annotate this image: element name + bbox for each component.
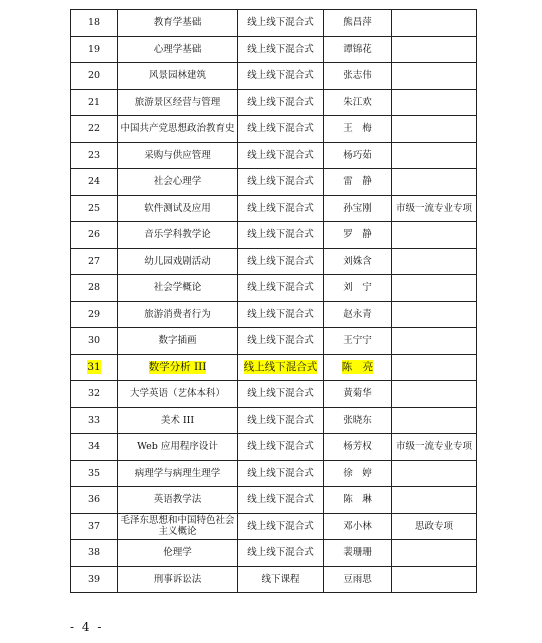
course-name: 毛泽东思想和中国特色社会主义概论 <box>120 515 235 538</box>
project-note-cell <box>392 222 477 249</box>
course-name: 社会心理学 <box>153 176 202 188</box>
row-number: 34 <box>87 441 101 453</box>
teacher-name: 雷 静 <box>343 176 372 188</box>
project-note-cell <box>392 381 477 408</box>
teacher-name-cell <box>324 248 392 275</box>
teaching-mode-cell <box>238 89 324 116</box>
course-name: 中国共产党思想政治教育史 <box>120 123 235 135</box>
teacher-name: 朱江欢 <box>343 96 372 108</box>
row-number-cell <box>71 275 118 302</box>
teacher-name-cell <box>324 354 392 381</box>
project-note-cell <box>392 36 477 63</box>
row-number: 33 <box>87 414 101 426</box>
course-name: 采购与供应管理 <box>144 149 211 161</box>
row-number: 37 <box>87 520 101 532</box>
course-name: 教育学基础 <box>153 17 202 29</box>
table-row <box>71 169 477 196</box>
course-name-cell <box>118 222 238 249</box>
teacher-name: 王宁宁 <box>343 335 372 347</box>
course-name-cell <box>118 328 238 355</box>
course-name: 病理学与病理生理学 <box>134 467 221 479</box>
teaching-mode: 线上线下混合式 <box>247 388 314 400</box>
table-row <box>71 381 477 408</box>
table-row <box>71 434 477 461</box>
teacher-name: 孙宝刚 <box>343 202 372 214</box>
course-name-cell <box>118 301 238 328</box>
course-name-cell <box>118 142 238 169</box>
project-note-cell <box>392 248 477 275</box>
teaching-mode-cell <box>238 275 324 302</box>
row-number-cell <box>71 36 118 63</box>
table-row <box>71 63 477 90</box>
table-row <box>71 301 477 328</box>
teacher-name: 裴珊珊 <box>343 547 372 559</box>
row-number-cell <box>71 434 118 461</box>
teaching-mode: 线上线下混合式 <box>247 520 314 532</box>
project-note-cell <box>392 354 477 381</box>
teacher-name-cell <box>324 222 392 249</box>
teacher-name: 张志伟 <box>343 70 372 82</box>
course-name-cell <box>118 540 238 567</box>
table-row <box>71 116 477 143</box>
row-number: 25 <box>87 202 101 214</box>
project-note-cell <box>392 460 477 487</box>
teaching-mode-cell <box>238 407 324 434</box>
teaching-mode: 线上线下混合式 <box>247 176 314 188</box>
row-number: 24 <box>87 176 101 188</box>
row-number: 20 <box>87 70 101 82</box>
row-number: 22 <box>87 123 101 135</box>
project-note: 市级一流专业专项 <box>395 441 472 453</box>
row-number-cell <box>71 10 118 37</box>
table-row <box>71 460 477 487</box>
project-note-cell <box>392 116 477 143</box>
teaching-mode: 线上线下混合式 <box>247 494 314 506</box>
course-name: 社会学概论 <box>153 282 202 294</box>
row-number-cell <box>71 540 118 567</box>
teacher-name: 杨巧茹 <box>343 149 372 161</box>
course-name-cell <box>118 89 238 116</box>
teacher-name-cell <box>324 169 392 196</box>
teaching-mode-cell <box>238 381 324 408</box>
course-name: 风景园林建筑 <box>148 70 206 82</box>
course-name: Web 应用程序设计 <box>137 441 218 453</box>
project-note-cell <box>392 142 477 169</box>
row-number: 28 <box>87 282 101 294</box>
teacher-name-cell <box>324 460 392 487</box>
teacher-name-cell <box>324 89 392 116</box>
teaching-mode: 线上线下混合式 <box>247 547 314 559</box>
row-number-cell <box>71 460 118 487</box>
table-row <box>71 248 477 275</box>
course-name: 旅游景区经营与管理 <box>134 96 221 108</box>
teacher-name: 杨芳权 <box>343 441 372 453</box>
course-name-cell <box>118 275 238 302</box>
table-row <box>71 275 477 302</box>
table-row <box>71 142 477 169</box>
table-row <box>71 195 477 222</box>
course-name-cell <box>118 487 238 514</box>
teacher-name-cell <box>324 275 392 302</box>
teacher-name: 刘姝含 <box>343 255 372 267</box>
page-number: - 4 - <box>70 620 104 634</box>
project-note-cell <box>392 407 477 434</box>
teacher-name-cell <box>324 301 392 328</box>
teaching-mode-cell <box>238 540 324 567</box>
teaching-mode-cell <box>238 169 324 196</box>
row-number-cell <box>71 248 118 275</box>
row-number: 19 <box>87 43 101 55</box>
project-note: 市级一流专业专项 <box>395 202 472 214</box>
project-note-cell <box>392 10 477 37</box>
table-row <box>71 36 477 63</box>
teacher-name-cell <box>324 540 392 567</box>
teaching-mode: 线上线下混合式 <box>247 441 314 453</box>
teacher-name: 刘 宁 <box>343 282 372 294</box>
course-name: 大学英语（艺体本科） <box>129 388 225 400</box>
course-name: 刑事诉讼法 <box>153 573 202 585</box>
course-name-cell <box>118 36 238 63</box>
course-name: 心理学基础 <box>153 43 202 55</box>
course-name-cell <box>118 460 238 487</box>
course-name-cell <box>118 407 238 434</box>
teaching-mode-cell <box>238 142 324 169</box>
row-number-cell <box>71 328 118 355</box>
project-note-cell <box>392 89 477 116</box>
course-name-cell <box>118 434 238 461</box>
teacher-name-cell <box>324 10 392 37</box>
row-number-cell <box>71 142 118 169</box>
teaching-mode-cell <box>238 36 324 63</box>
teaching-mode: 线上线下混合式 <box>243 360 318 373</box>
teacher-name: 熊昌萍 <box>343 17 372 29</box>
row-number: 26 <box>87 229 101 241</box>
teacher-name-cell <box>324 328 392 355</box>
teaching-mode: 线上线下混合式 <box>247 123 314 135</box>
teaching-mode-cell <box>238 195 324 222</box>
teaching-mode-cell <box>238 487 324 514</box>
teaching-mode-cell <box>238 63 324 90</box>
teacher-name: 赵永青 <box>343 308 372 320</box>
table-row <box>71 89 477 116</box>
teacher-name: 豆雨思 <box>343 573 372 585</box>
row-number-cell <box>71 89 118 116</box>
table-row <box>71 10 477 37</box>
course-name-cell <box>118 248 238 275</box>
course-name-cell <box>118 10 238 37</box>
row-number-cell <box>71 566 118 593</box>
row-number: 31 <box>87 360 101 373</box>
table-row <box>71 487 477 514</box>
teacher-name: 王 梅 <box>343 123 372 135</box>
row-number-cell <box>71 63 118 90</box>
row-number-cell <box>71 222 118 249</box>
row-number-cell <box>71 354 118 381</box>
table-row <box>71 328 477 355</box>
teaching-mode: 线上线下混合式 <box>247 255 314 267</box>
table-row <box>71 407 477 434</box>
row-number-cell <box>71 116 118 143</box>
project-note-cell <box>392 434 477 461</box>
course-name-cell <box>118 116 238 143</box>
teacher-name-cell <box>324 513 392 540</box>
project-note-cell <box>392 63 477 90</box>
teacher-name: 邓小林 <box>343 520 372 532</box>
project-note-cell <box>392 487 477 514</box>
teaching-mode-cell <box>238 328 324 355</box>
row-number: 30 <box>87 335 101 347</box>
teacher-name: 陈 亮 <box>341 360 374 373</box>
course-name: 英语教学法 <box>153 494 202 506</box>
teacher-name-cell <box>324 142 392 169</box>
table-row <box>71 513 477 540</box>
teaching-mode-cell <box>238 354 324 381</box>
course-name: 旅游消费者行为 <box>144 308 211 320</box>
teaching-mode: 线上线下混合式 <box>247 282 314 294</box>
teaching-mode: 线上线下混合式 <box>247 467 314 479</box>
course-table-body <box>71 10 477 593</box>
teacher-name-cell <box>324 36 392 63</box>
teacher-name-cell <box>324 195 392 222</box>
teaching-mode: 线上线下混合式 <box>247 414 314 426</box>
teacher-name-cell <box>324 407 392 434</box>
course-name-cell <box>118 566 238 593</box>
teaching-mode-cell <box>238 566 324 593</box>
course-name: 数字插画 <box>158 335 197 347</box>
teaching-mode-cell <box>238 116 324 143</box>
project-note: 思政专项 <box>414 520 453 532</box>
course-name-cell <box>118 381 238 408</box>
row-number: 38 <box>87 547 101 559</box>
teacher-name-cell <box>324 381 392 408</box>
project-note-cell <box>392 540 477 567</box>
teacher-name: 徐 婷 <box>343 467 372 479</box>
project-note-cell <box>392 328 477 355</box>
project-note-cell <box>392 566 477 593</box>
row-number-cell <box>71 169 118 196</box>
teaching-mode: 线上线下混合式 <box>247 202 314 214</box>
teaching-mode: 线下课程 <box>261 573 300 585</box>
teaching-mode-cell <box>238 513 324 540</box>
project-note-cell <box>392 275 477 302</box>
course-name: 伦理学 <box>163 547 192 559</box>
row-number-cell <box>71 301 118 328</box>
teaching-mode: 线上线下混合式 <box>247 335 314 347</box>
row-number-cell <box>71 381 118 408</box>
teaching-mode: 线上线下混合式 <box>247 96 314 108</box>
row-number-cell <box>71 407 118 434</box>
course-name-cell <box>118 513 238 540</box>
course-name-cell <box>118 169 238 196</box>
teaching-mode-cell <box>238 222 324 249</box>
row-number: 29 <box>87 308 101 320</box>
course-name-cell <box>118 354 238 381</box>
table-row <box>71 540 477 567</box>
row-number: 27 <box>87 255 101 267</box>
teacher-name-cell <box>324 434 392 461</box>
course-table <box>70 9 477 593</box>
project-note-cell <box>392 169 477 196</box>
row-number: 36 <box>87 494 101 506</box>
teaching-mode-cell <box>238 248 324 275</box>
row-number-cell <box>71 487 118 514</box>
teaching-mode-cell <box>238 434 324 461</box>
table-row <box>71 354 477 381</box>
project-note-cell <box>392 513 477 540</box>
course-name: 美术 III <box>160 414 195 426</box>
teacher-name-cell <box>324 63 392 90</box>
teaching-mode-cell <box>238 10 324 37</box>
row-number: 18 <box>87 17 101 29</box>
teacher-name: 陈 琳 <box>343 494 372 506</box>
teacher-name-cell <box>324 566 392 593</box>
teaching-mode-cell <box>238 301 324 328</box>
teaching-mode: 线上线下混合式 <box>247 17 314 29</box>
teacher-name: 谭锦花 <box>343 43 372 55</box>
course-name: 音乐学科教学论 <box>144 229 211 241</box>
row-number: 32 <box>87 388 101 400</box>
teacher-name: 罗 静 <box>343 229 372 241</box>
row-number: 21 <box>87 96 101 108</box>
teaching-mode-cell <box>238 460 324 487</box>
teaching-mode: 线上线下混合式 <box>247 70 314 82</box>
course-name: 数学分析 III <box>148 360 207 373</box>
teacher-name-cell <box>324 487 392 514</box>
teaching-mode: 线上线下混合式 <box>247 308 314 320</box>
teaching-mode: 线上线下混合式 <box>247 229 314 241</box>
teacher-name: 黄菊华 <box>343 388 372 400</box>
project-note-cell <box>392 195 477 222</box>
course-name: 软件测试及应用 <box>144 202 211 214</box>
course-name-cell <box>118 195 238 222</box>
row-number: 35 <box>87 467 101 479</box>
row-number-cell <box>71 195 118 222</box>
table-row <box>71 566 477 593</box>
teacher-name: 张晓东 <box>343 414 372 426</box>
teacher-name-cell <box>324 116 392 143</box>
course-name: 幼儿园戏剧活动 <box>144 255 211 267</box>
project-note-cell <box>392 301 477 328</box>
teaching-mode: 线上线下混合式 <box>247 43 314 55</box>
row-number-cell <box>71 513 118 540</box>
table-row <box>71 222 477 249</box>
course-name-cell <box>118 63 238 90</box>
teaching-mode: 线上线下混合式 <box>247 149 314 161</box>
row-number: 23 <box>87 149 101 161</box>
row-number: 39 <box>87 573 101 585</box>
